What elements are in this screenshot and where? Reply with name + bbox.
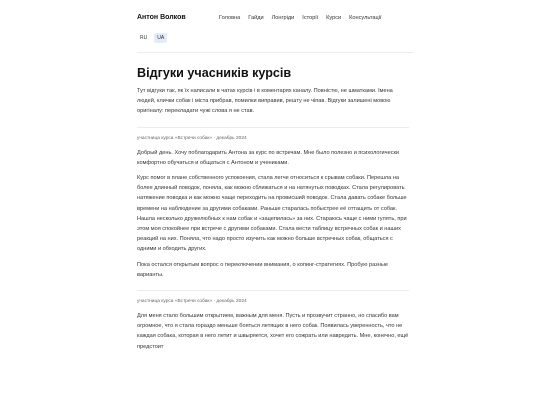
nav-home[interactable]: Головна — [219, 15, 241, 21]
page-intro: Тут відгуки так, як їх написали в чатах курсів і в коментарях каналу. Повністю, не шматками. Імена людей, клички собак і міста прибрав, помилки виправив, решту не чіпав. Відгуки залишені мовою оригіналу: перекладати чужі слова я не став. — [137, 88, 393, 115]
review-paragraph: Для меня стало большим открытием, важным для меня. Пусть и прозвучит странно, но спасибо вам огромное, что я стала гораздо меньше бояться летящих в него собак. Появилась уверенность, что не каждая собака, которая в него летит и швыряется, хочет его сожрать или навредить. Мне, конечно, ещё предстоит — [137, 313, 409, 350]
review-meta: участница курса «Встречи собак» · декабрь 2024 — [137, 135, 247, 141]
site-brand[interactable]: Антон Волков — [137, 14, 186, 21]
page-title: Відгуки учасників курсів — [137, 66, 292, 80]
review-paragraph: Добрый день. Хочу поблагодарить Антона за курс по встречам. Мне было полезно и психологически комфортно обучаться и общаться с Антоном и учениками. — [137, 149, 400, 166]
nav-guides[interactable]: Гайди — [248, 15, 264, 21]
main-content — [137, 66, 409, 357]
nav-courses[interactable]: Курси — [326, 15, 342, 21]
review-card — [137, 136, 409, 280]
review-card — [137, 299, 409, 352]
lang-ru-button[interactable]: RU — [140, 35, 148, 41]
language-switcher — [137, 33, 167, 43]
lang-ua-button[interactable]: UA — [154, 33, 167, 43]
main-nav — [219, 15, 381, 21]
nav-stories[interactable]: Історії — [302, 15, 319, 21]
divider — [137, 127, 409, 128]
review-paragraph: Пока остался открытым вопрос о переключении внимания, о копинг-стратегиях. Пробую разные варианты. — [137, 261, 388, 278]
nav-longreads[interactable]: Лонгріди — [271, 15, 295, 21]
review-meta: участница курса «Встречи собак» · декабрь 2024 — [137, 299, 247, 305]
header-divider — [137, 52, 414, 53]
divider — [137, 290, 409, 291]
review-paragraph: Курс помог в плане собственного успокоения, стала легче относиться к срывам собаки. Перешла на более длинный поводок, поняла, как можно сближаться и на натянутых поводках. Стала регулировать натяжение поводка и как можно чаще переходить на провисший поводок. Стала давать собаке больше времени на наблюдение за другими собаками. Раньше старалась побыстрее её оттащить от собак. Нашла несколько дружелюбных к нам собак и «зацепилась» за них. Стараюсь чаще с ними гулять, при этом моя спокойнее при встрече с другими собаками. Стала вести таблицу встречных собак и наших реакций на них. Поняла, что надо просто изучить как можно больше встречных собак, общаться с одними и обходить других. — [137, 175, 407, 253]
nav-consultations[interactable]: Консультації — [349, 15, 382, 21]
